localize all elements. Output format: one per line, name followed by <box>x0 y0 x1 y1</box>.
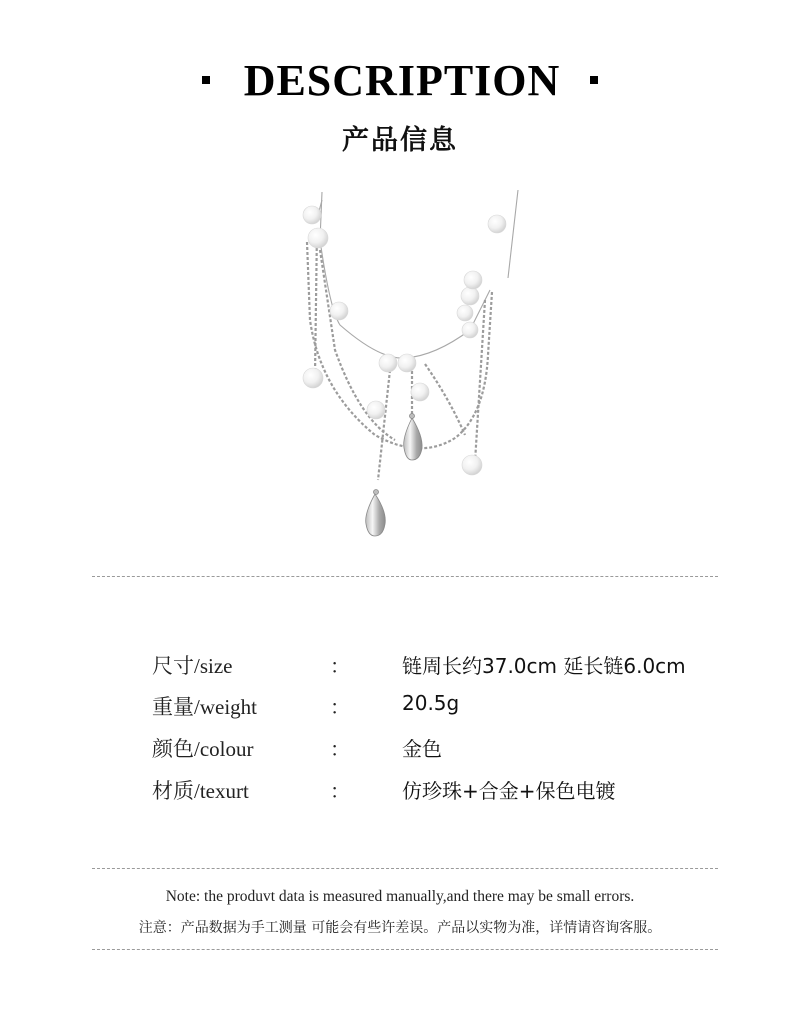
spec-colon: ： <box>330 695 350 719</box>
spec-value: 20.5g <box>402 691 460 715</box>
spec-row-size <box>0 650 800 690</box>
teardrop-charms <box>366 414 422 537</box>
divider-note-bottom <box>92 949 718 950</box>
spec-row-weight <box>0 691 800 731</box>
necklace-wires <box>318 190 518 358</box>
spec-colon: ： <box>330 779 350 803</box>
spec-label: 颜色/colour <box>152 737 254 761</box>
spec-label: 材质/texurt <box>152 779 249 803</box>
title-bullet-left <box>202 76 210 84</box>
page-title <box>0 52 800 108</box>
divider-top <box>92 576 718 577</box>
spec-value: 链周长约37.0cm 延长链6.0cm <box>402 654 686 678</box>
necklace-chains <box>307 228 492 480</box>
spec-row-colour <box>0 733 800 773</box>
spec-colon: ： <box>330 737 350 761</box>
divider-note-top <box>92 868 718 869</box>
spec-value: 仿珍珠+合金+保色电镀 <box>402 779 616 803</box>
pearl-chain-necklace-image <box>260 180 560 550</box>
title-text: DESCRIPTION <box>243 55 561 105</box>
spec-value: 金色 <box>402 737 442 761</box>
note-chinese: 注意：产品数据为手工测量 可能会有些许差误。产品以实物为准，详情请咨询客服。 <box>138 920 662 936</box>
spec-label: 重量/weight <box>152 695 257 719</box>
note-english: Note: the produvt data is measured manually,and there may be small errors. <box>165 888 635 905</box>
page-subtitle: 产品信息 <box>342 125 458 156</box>
spec-row-material <box>0 775 800 815</box>
title-bullet-right <box>590 76 598 84</box>
spec-colon: ： <box>330 654 350 678</box>
spec-label: 尺寸/size <box>152 654 233 678</box>
